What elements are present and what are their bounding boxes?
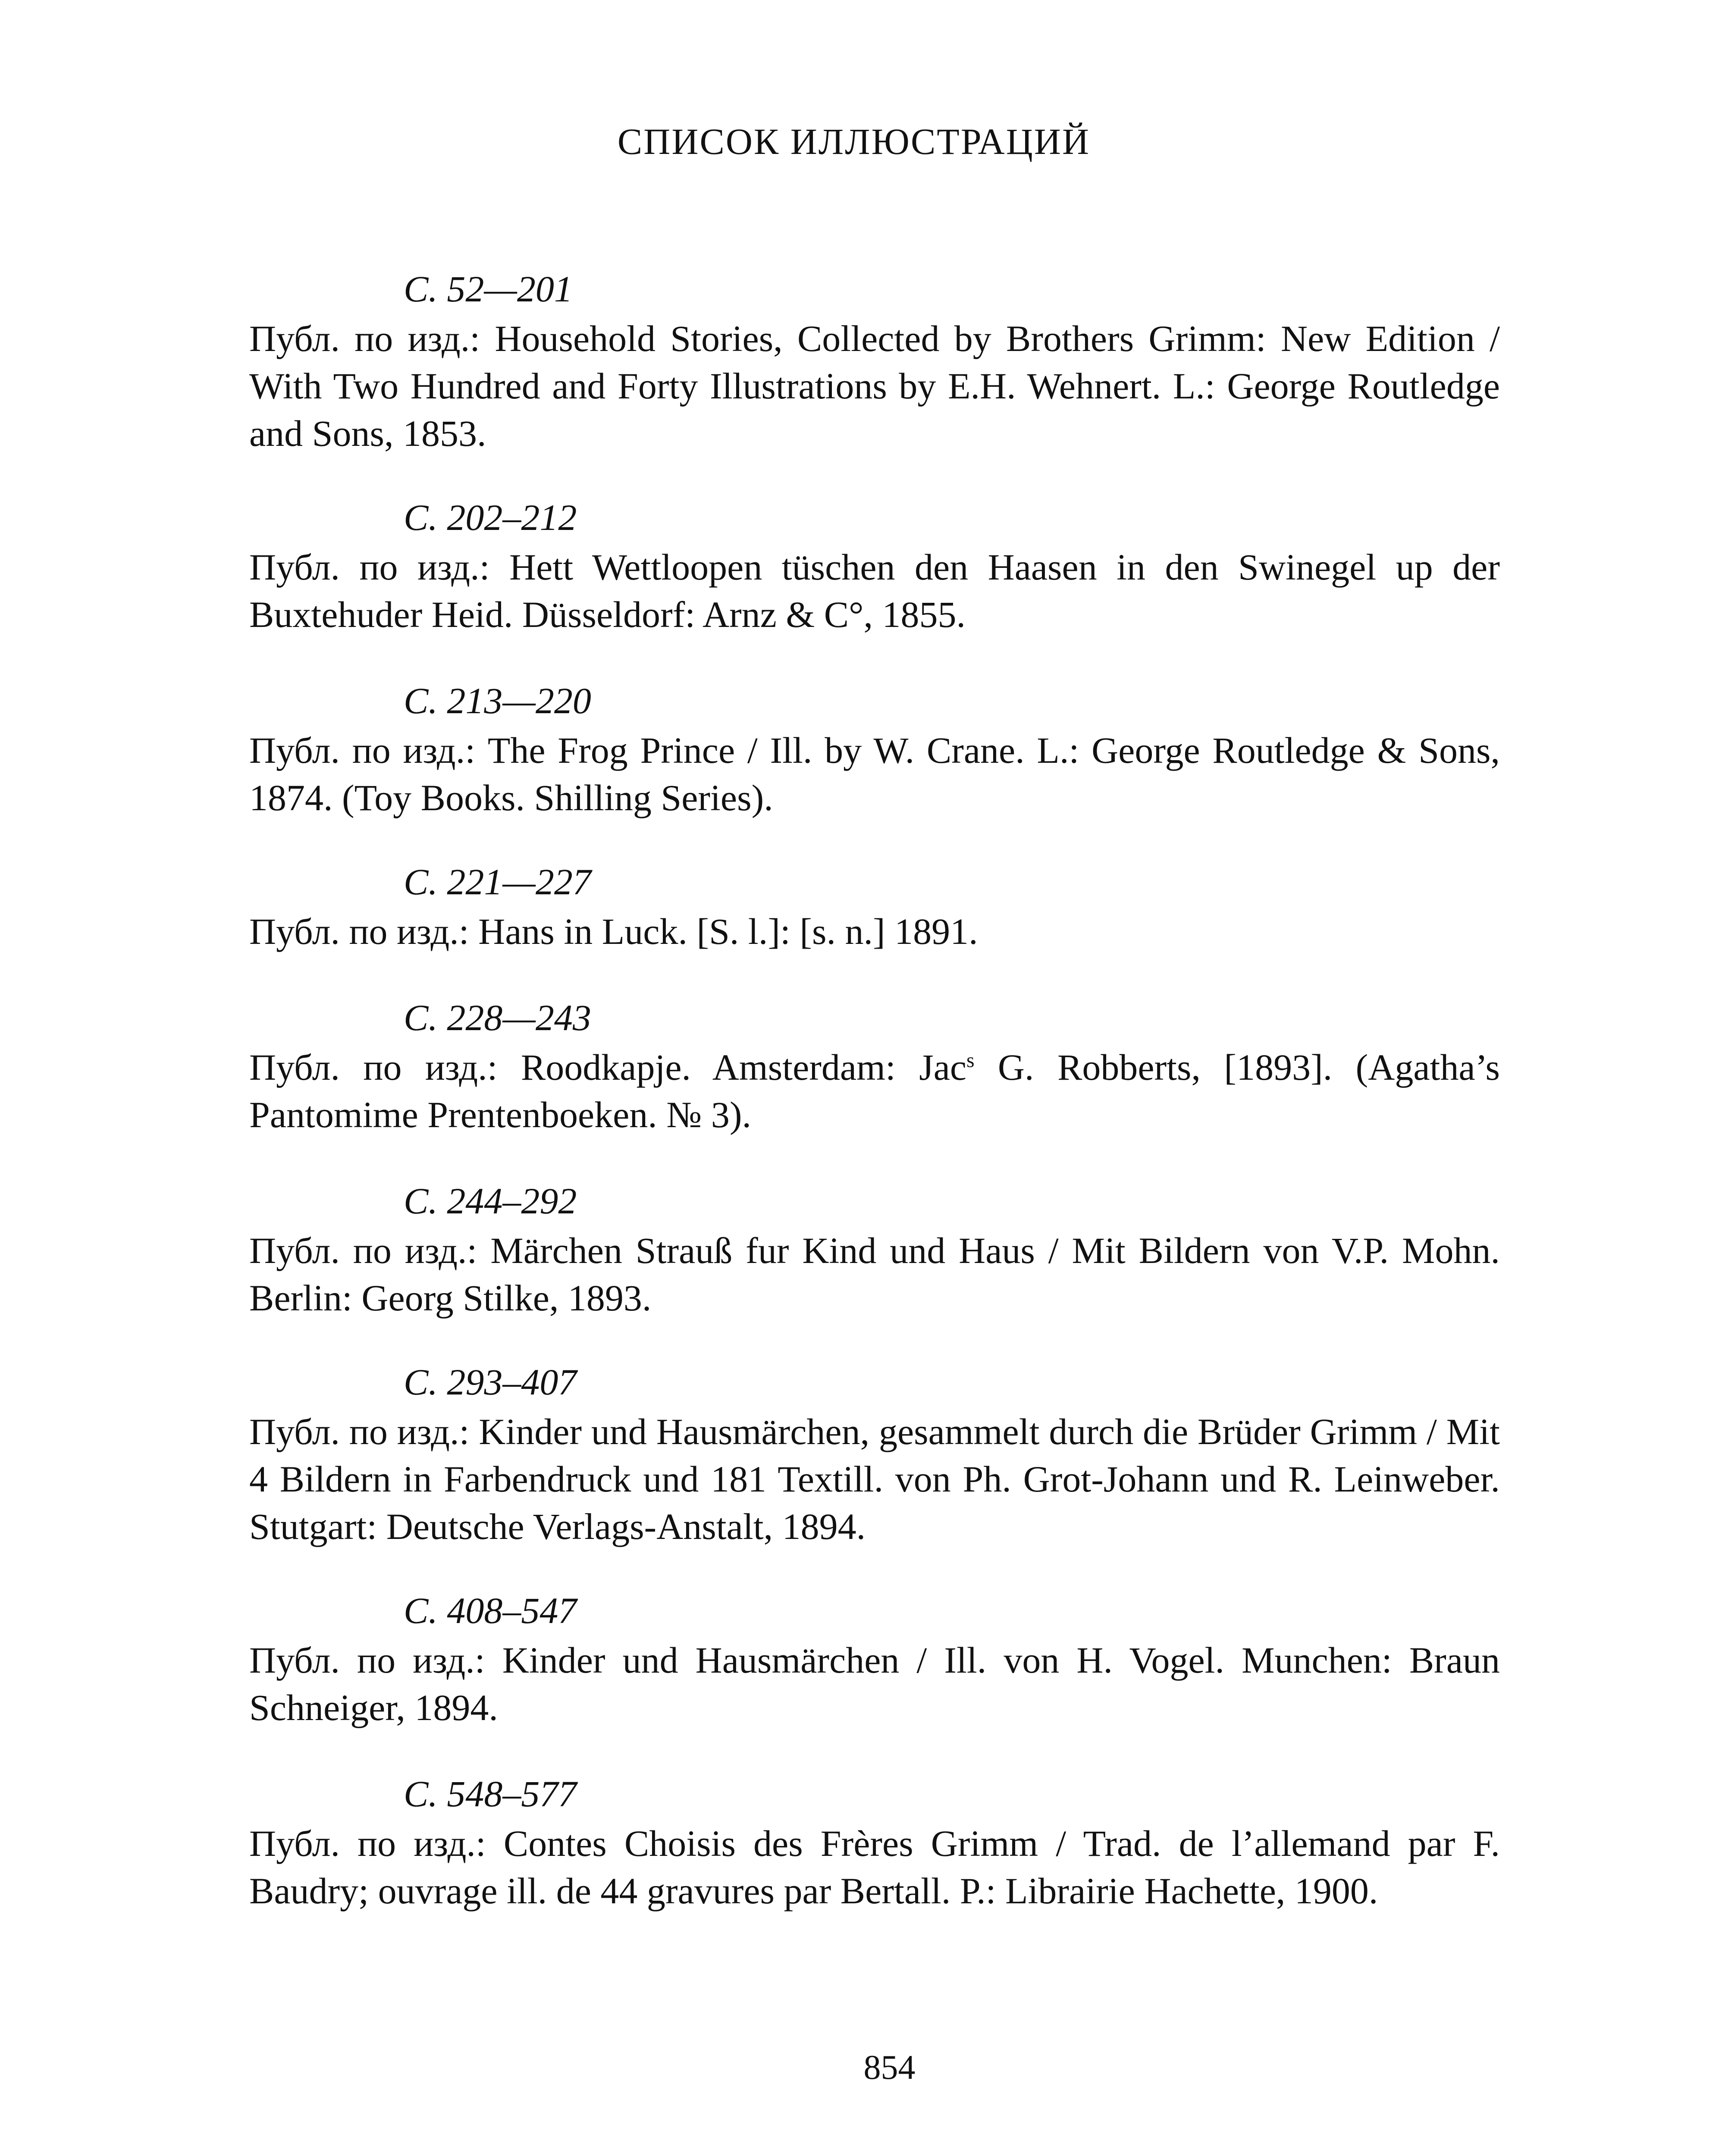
illustration-entry xyxy=(249,1589,1500,1731)
entry-source-text: Публ. по изд.: Roodkapje. Amsterdam: Jac xyxy=(249,1047,967,1088)
page-number: 854 xyxy=(863,2049,916,2087)
entry-source: Публ. по изд.: The Frog Prince / Ill. by W. Crane. L.: George Routledge & Sons, 1874. (Toy Books. Shilling Series). xyxy=(249,730,1500,818)
illustration-entry xyxy=(249,860,1500,955)
entry-source: Публ. по изд.: Hett Wettloopen tüschen den Haasen in den Swinegel up der Buxtehuder Heid. Düsseldorf: Arnz & C°, 1855. xyxy=(249,546,1500,635)
entry-source: Публ. по изд.: Contes Choisis des Frères Grimm / Trad. de l’allemand par F. Baudry; ouvrage ill. de 44 gravures par Bertall. P.: Librairie Hachette, 1900. xyxy=(249,1823,1500,1912)
entry-source: Публ. по изд.: Hans in Luck. [S. l.]: [s. n.] 1891. xyxy=(249,911,978,952)
entry-source-text: G. Robberts, [1893]. (Agatha’s Pantomime Prentenboeken. № 3). xyxy=(249,1047,1500,1135)
entry-source: Публ. по изд.: Kinder und Hausmärchen, gesammelt durch die Brüder Grimm / Mit 4 Bildern in Farbendruck und 181 Textill. von Ph. Grot-Johann und R. Leinweber. Stutgart: Deutsche Verlags-Anstalt, 1894. xyxy=(249,1411,1500,1547)
entry-source xyxy=(249,1044,1500,1138)
entry-page-range: С. 213—220 xyxy=(404,680,591,721)
entry-page-range: С. 52—201 xyxy=(404,268,573,310)
illustration-entry xyxy=(249,996,1500,1138)
illustration-entry xyxy=(249,679,1500,821)
illustration-entry xyxy=(249,496,1500,638)
entry-page-range: С. 228—243 xyxy=(404,997,591,1038)
entry-page-range: С. 408–547 xyxy=(404,1590,577,1631)
illustration-entry xyxy=(249,1179,1500,1322)
superscript-abbreviation: s xyxy=(966,1049,975,1072)
page-title: СПИСОК ИЛЛЮСТРАЦИЙ xyxy=(617,121,1091,162)
entry-page-range: С. 293–407 xyxy=(404,1361,577,1403)
illustration-entry xyxy=(249,267,1500,457)
entry-page-range: С. 221—227 xyxy=(404,861,591,903)
entry-source: Публ. по изд.: Household Stories, Collected by Brothers Grimm: New Edition / With Two Hundred and Forty Illustrations by E.H. Wehnert. L.: George Routledge and Sons, 1853. xyxy=(249,318,1500,454)
entry-page-range: С. 244–292 xyxy=(404,1180,577,1222)
entry-source: Публ. по изд.: Märchen Strauß fur Kind und Haus / Mit Bildern von V.P. Mohn. Berlin: Georg Stilke, 1893. xyxy=(249,1230,1500,1319)
entry-page-range: С. 548–577 xyxy=(404,1773,577,1814)
entry-page-range: С. 202–212 xyxy=(404,497,577,538)
illustration-entry xyxy=(249,1772,1500,1915)
entry-source: Публ. по изд.: Kinder und Hausmärchen / Ill. von H. Vogel. Munchen: Braun Schneiger, 1894. xyxy=(249,1639,1500,1728)
illustration-entry xyxy=(249,1360,1500,1550)
